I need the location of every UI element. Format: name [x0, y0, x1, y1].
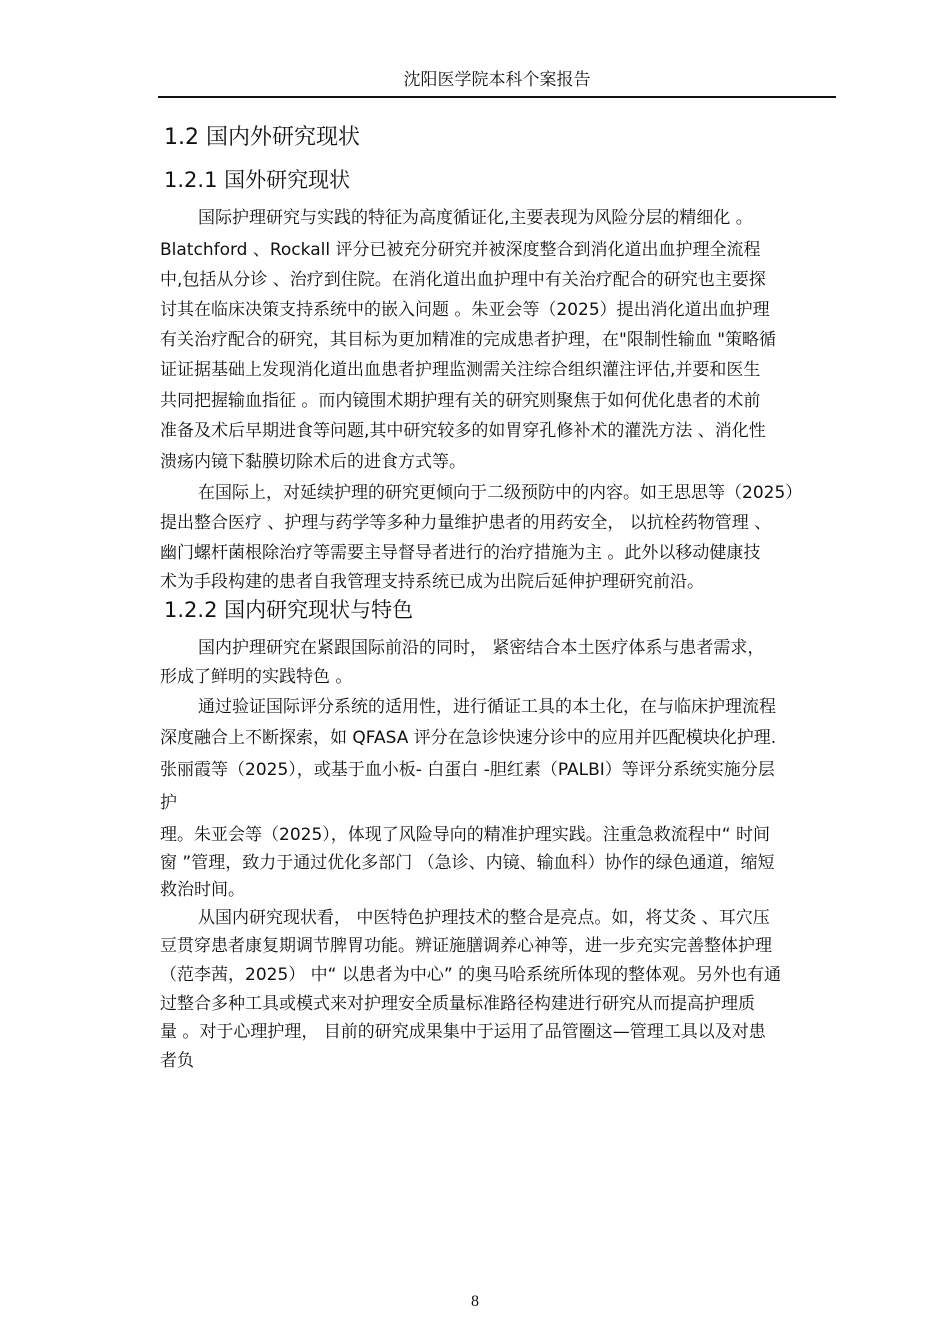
- paragraph-line: 窗 ”管理，致力于通过优化多部门 （急诊、内镜、输血科）协作的绿色通道，缩短: [160, 853, 775, 873]
- paragraph-line: 术为手段构建的患者自我管理支持系统已成为出院后延伸护理研究前沿。: [160, 572, 704, 592]
- paragraph-line: 豆贯穿患者康复期调节脾胃功能。辨证施膳调养心神等，进一步充实完善整体护理: [160, 936, 772, 956]
- paragraph-line: 共同把握输血指征 。而内镜围术期护理有关的研究则聚焦于如何优化患者的术前: [160, 391, 761, 411]
- paragraph-line: 国内护理研究在紧跟国际前沿的同时， 紧密结合本土医疗体系与患者需求，: [198, 638, 765, 658]
- paragraph-line: 提出整合医疗 、护理与药学等多种力量维护患者的用药安全， 以抗栓药物管理 、: [160, 513, 772, 533]
- paragraph-line: 救治时间。: [160, 880, 245, 900]
- header-divider: [158, 96, 836, 98]
- paragraph-line: 者负: [160, 1051, 194, 1071]
- paragraph-line: 溃疡内镜下黏膜切除术后的进食方式等。: [160, 452, 466, 472]
- page-header-title: 沈阳医学院本科个案报告: [403, 70, 591, 90]
- paragraph-line: 有关治疗配合的研究，其目标为更加精准的完成患者护理，在"限制性输血 "策略循: [160, 330, 777, 350]
- paragraph-line: 形成了鲜明的实践特色 。: [160, 667, 353, 687]
- paragraph-line: 量 。对于心理护理， 目前的研究成果集中于运用了品管圈这—管理工具以及对患: [160, 1022, 766, 1042]
- paragraph-line: 张丽霞等（2025），或基于血小板- 白蛋白 -胆红素（PALBI）等评分系统实施分层: [160, 760, 775, 780]
- paragraph-line: 过整合多种工具或模式来对护理安全质量标准路径构建进行研究从而提高护理质: [160, 994, 755, 1014]
- paragraph-line: （范李茜，2025） 中“ 以患者为中心” 的奥马哈系统所体现的整体观。另外也有通: [160, 965, 782, 985]
- paragraph-line: 准备及术后早期进食等问题,其中研究较多的如胃穿孔修补术的灌洗方法 、消化性: [160, 421, 766, 441]
- paragraph-line: 深度融合上不断探索，如 QFASA 评分在急诊快速分诊中的应用并匹配模块化护理.: [160, 728, 777, 748]
- paragraph-line: 证证据基础上发现消化道出血患者护理监测需关注综合组织灌注评估,并要和医生: [160, 360, 761, 380]
- paragraph-line: 在国际上，对延续护理的研究更倾向于二级预防中的内容。如王思思等（2025）: [198, 483, 803, 503]
- paragraph-line: 中,包括从分诊 、治疗到住院。在消化道出血护理中有关治疗配合的研究也主要探: [160, 270, 766, 290]
- paragraph-line: 护: [160, 793, 177, 813]
- paragraph-line: 幽门螺杆菌根除治疗等需要主导督导者进行的治疗措施为主 。此外以移动健康技: [160, 543, 761, 563]
- paragraph-line: 讨其在临床决策支持系统中的嵌入问题 。朱亚会等（2025）提出消化道出血护理: [160, 300, 770, 320]
- paragraph-line: 通过验证国际评分系统的适用性，进行循证工具的本土化，在与临床护理流程: [198, 697, 776, 717]
- paragraph-line: 从国内研究现状看， 中医特色护理技术的整合是亮点。如，将艾灸 、耳穴压: [198, 908, 770, 928]
- heading-1-2: 1.2 国内外研究现状: [164, 125, 360, 150]
- heading-1-2-1: 1.2.1 国外研究现状: [164, 168, 351, 192]
- paragraph-line: 国际护理研究与实践的特征为高度循证化,主要表现为风险分层的精细化 。: [198, 208, 753, 228]
- heading-1-2-2: 1.2.2 国内研究现状与特色: [164, 598, 414, 622]
- page-number: 8: [471, 1293, 479, 1310]
- paragraph-line: Blatchford 、Rockall 评分已被充分研究并被深度整合到消化道出血护理全流程: [160, 240, 761, 260]
- paragraph-line: 理。朱亚会等（2025），体现了风险导向的精准护理实践。注重急救流程中“ 时间: [160, 825, 770, 845]
